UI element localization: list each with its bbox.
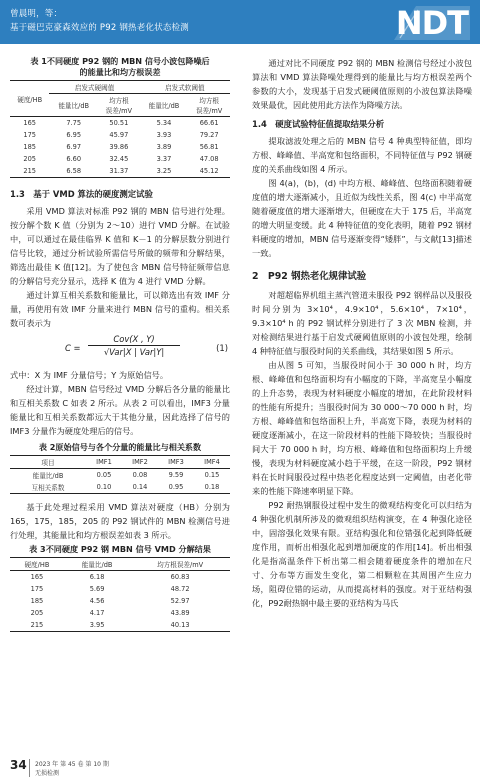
table3-header: 能量比/dB <box>64 558 130 571</box>
table2-header: IMF4 <box>194 456 230 469</box>
ndt-logo <box>386 2 474 42</box>
footer-divider <box>29 759 30 777</box>
table-row: 185 6.97 39.86 3.89 56.81 <box>23 143 219 151</box>
table3-title: 不同硬度 P92 钢 MBN 信号 VMD 分解结果 <box>45 544 211 554</box>
table1-header-energy-ratio: 能量比/dB <box>49 94 98 117</box>
section-heading-1-3: 1.3 基于 VMD 算法的硬度测定试验 <box>10 189 153 199</box>
table2-number: 表 2 <box>38 442 56 452</box>
table2-header: IMF3 <box>158 456 194 469</box>
paragraph: 式中：X 为 IMF 分量信号；Y 为原始信号。 <box>10 370 169 380</box>
table2-header: IMF1 <box>86 456 122 469</box>
table-row: 185 4.56 52.97 <box>30 597 190 605</box>
paragraph: 提取滤波处理之后的 MBN 信号 4 种典型特征值，即均方根、峰峰值、半高宽和包络面积，不同特征值与 P92 钢硬度的关系曲线如图 4 所示。 <box>252 136 472 174</box>
journal-name: 无损检测 <box>35 770 60 777</box>
table-row: 215 3.95 40.13 <box>30 621 190 629</box>
paragraph: 对超超临界机组主蒸汽管道未服役 P92 钢样品以及服役时间分别为 3×10⁴，4.9×10⁴，5.6×10⁴，7×10⁴，9.3×10⁴ h 的 P92 钢试样分别进行了 3 次 MBN 检测，并对检测结果进行基于启发式硬阈值原则的小波包处理，绘制 4 种特征值与服役时间的关系曲线，其结果如图 5 所示。 <box>252 290 472 356</box>
paragraph: 经过计算，MBN 信号经过 VMD 分解后各分量的能量比和互相关系数 C 如表 2 所示。从表 2 可以看出，IMF3 分量能量比和互相关系数都远大于其他分量，因此选择了信号的 IMF3 分量作为硬度处理后的信号。 <box>10 384 230 436</box>
section-heading-2: 2 P92 钢热老化规律试验 <box>252 271 367 282</box>
page-number: 34 <box>10 758 27 772</box>
table-row: 175 5.69 48.72 <box>30 585 190 593</box>
right-column <box>252 56 472 610</box>
table1-title-line1: 不同硬度 P92 钢的 MBN 信号小波包降噪后 <box>46 56 210 66</box>
equation-fraction <box>88 334 180 357</box>
table3-caption <box>10 544 230 555</box>
table2-caption <box>10 442 230 453</box>
table3-number: 表 3 <box>29 544 46 554</box>
table1-header-hardness: 硬度/HB <box>10 81 49 117</box>
equation-numerator: Cov(X , Y) <box>88 334 180 346</box>
paragraph: 图 4(a)，(b)，(d) 中均方根、峰峰值、包络面积随着硬度值的增大逐渐减小，且近似为线性关系，图 4(c) 中半高宽随着硬度值的增大逐渐增大，但硬度在大于 175 后，半高宽的增大明显变缓。此 4 种特征值的变化表明，随着 P92 钢材料硬度的增加，MBN 信号逐渐变得“矮胖”，与文献[13]描述一致。 <box>252 178 472 258</box>
table1 <box>10 80 230 178</box>
paragraph: P92 耐热钢服役过程中发生的微观结构变化可以归结为 4 种强化机制所涉及的微观组织结构演变，在 4 种强化途径中，固溶强化效果有限。亚结构强化和位错强化起到降低硬度作用，而析出相强化起到增加硬度的作用[14]。析出相强化是指高温条件下析出第二相会随着硬度条件的增加在尺寸、分布等方面发生变化，第二相颗粒在其周围产生应力场，阻碍位错的运动，从而提高材料的强度。对于亚结构强化，P92耐热钢中最主要的亚结构为马氏 <box>252 500 472 608</box>
equation-1 <box>10 334 230 364</box>
table1-caption <box>10 56 230 78</box>
section-heading-1-4: 1.4 硬度试验特征值提取结果分析 <box>252 119 385 129</box>
table1-number: 表 1 <box>30 56 47 66</box>
paragraph: 通过对比不同硬度 P92 钢的 MBN 检测信号经过小波包算法和 VMD 算法降噪处理得到的能量比与均方根误差两个参数的大小，发现基于启发式硬阈值原则的小波包算法降噪效果最优，因此使用此方法作为降噪方法。 <box>252 58 472 110</box>
table1-header-soft-threshold: 启发式软阈值 <box>140 81 230 94</box>
table2 <box>10 455 230 494</box>
table3-header: 均方根误差/mV <box>130 558 230 571</box>
table-row: 165 6.18 60.83 <box>30 573 190 581</box>
table2-header: IMF2 <box>122 456 158 469</box>
paragraph: 基于此处理过程采用 VMD 算法对硬度（HB）分别为 165，175，185，205 的 P92 钢试件的 MBN 检测信号进行处理，其能量比和均方根误差如表 3 所示。 <box>10 502 230 540</box>
table-row: 175 6.95 45.97 3.93 79.27 <box>23 131 219 139</box>
equation-lhs: C = <box>65 343 81 353</box>
paragraph: 采用 VMD 算法对标准 P92 钢的 MBN 信号进行处理。按分解个数 K 值（分别为 2～10）进行 VMD 分解。在试验中，可以通过在最佳临界 K 值和 K－1 的分解层数分别进行信号比较，通过分析试验所需信号所做的频带和分解结果，筛选出最佳 K 值[12]。为了使包含 MBN 信号特征频带信息的分解信号充分显示，选择 K 值为 4 进行 VMD 分解。 <box>10 206 230 286</box>
header-authors: 曾晨明，等： <box>10 9 63 19</box>
table1-header-rmse: 均方根 误差/mV <box>98 94 140 117</box>
table3 <box>10 557 230 632</box>
table-row: 205 6.60 32.45 3.37 47.08 <box>23 155 219 163</box>
table1-header-rmse: 均方根 误差/mV <box>188 94 230 117</box>
table-row: 能量比/dB 0.05 0.08 9.59 0.15 <box>32 471 220 480</box>
table1-title-line2: 的能量比和均方根误差 <box>79 67 161 77</box>
journal-header <box>0 0 480 44</box>
table1-header-hard-threshold: 启发式硬阈值 <box>49 81 139 94</box>
table-row: 215 6.58 31.37 3.25 45.12 <box>23 167 219 175</box>
paragraph: 由从图 5 可知，当服役时间小于 30 000 h 时，均方根、峰峰值和包络面积均有小幅度的下降，半高宽呈小幅度的上升态势，表现为材料硬度小幅度的增加，在此阶段材料的性能有所提升；当服役时间为 30 000～70 000 h 时，均方根、峰峰值和包络面积上升，半高宽下降，表现为材料的硬度逐渐减小，在这一阶段材料的性能下降较快；当服役时间大于 70 000 h 时，均方根、峰峰值和包络面积均上升缓慢，表现为材料硬度减小趋于平缓，在这一阶段，P92 钢材料在长时间服役过程中热老化程度达到一定阈值，由老化带来的性能下降速率明显下降。 <box>252 360 472 496</box>
logo-text: NDT <box>395 4 468 42</box>
table2-title: 原始信号与各个分量的能量比与相关系数 <box>55 442 202 452</box>
header-article-title: 基于磁巴克豪森效应的 P92 钢热老化状态检测 <box>10 23 189 33</box>
journal-issue: 2023 年 第 45 卷 第 10 期 <box>35 761 109 768</box>
table-row: 205 4.17 43.89 <box>30 609 190 617</box>
table1-header-energy-ratio: 能量比/dB <box>140 94 189 117</box>
equation-number: (1) <box>216 343 228 353</box>
table-row: 互相关系数 0.10 0.14 0.95 0.18 <box>31 483 220 492</box>
table-row: 165 7.75 50.51 5.34 66.61 <box>23 119 219 127</box>
table3-header: 硬度/HB <box>10 558 64 571</box>
paragraph: 通过计算互相关系数和能量比，可以筛选出有效 IMF 分量，再使用有效 IMF 分量来进行 MBN 信号的重构。相关系数可表示为 <box>10 290 230 328</box>
equation-denominator: √Var|X | Var|Y| <box>103 347 165 357</box>
left-column <box>10 56 230 632</box>
table2-header: 项目 <box>10 456 86 469</box>
